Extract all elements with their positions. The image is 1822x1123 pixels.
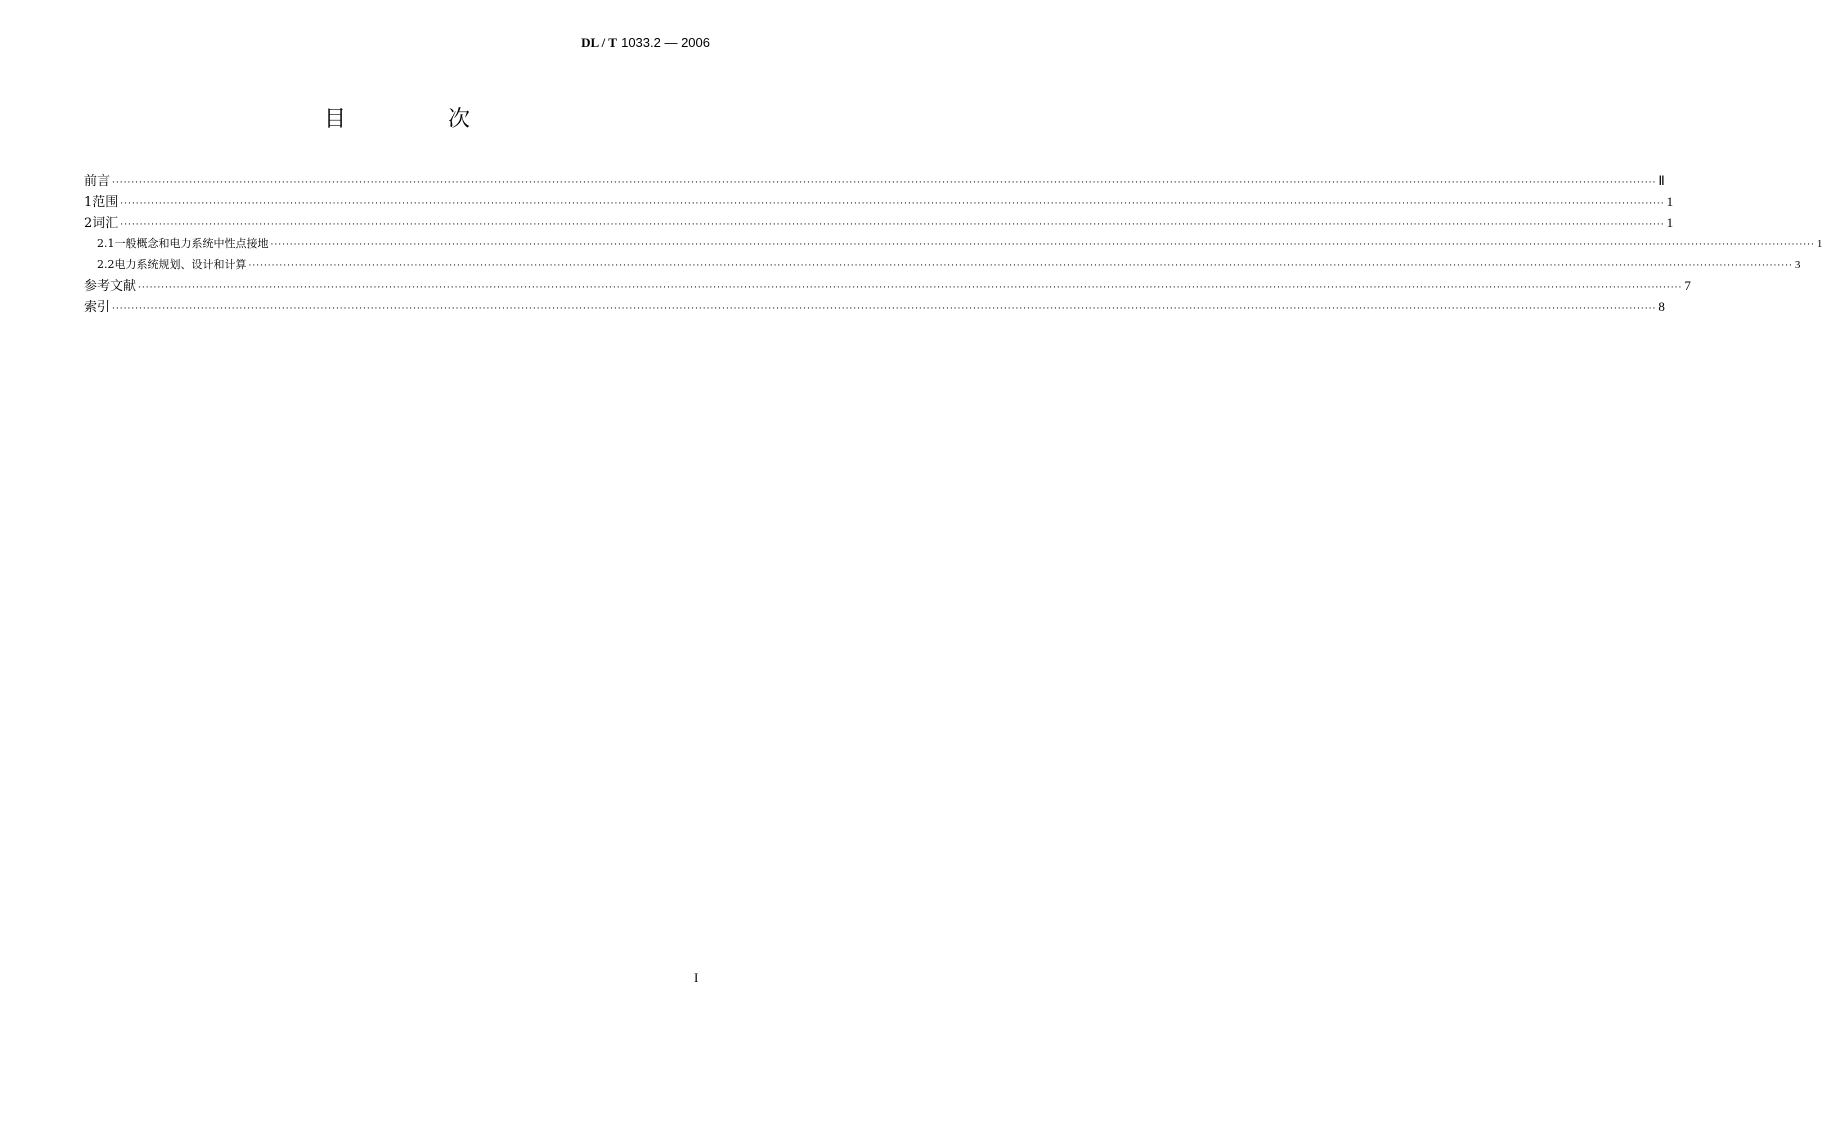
toc-entry-vocabulary[interactable] bbox=[84, 212, 1674, 233]
toc-entry-page: 1 bbox=[1816, 238, 1822, 250]
toc-leader-dots: ················································································································································································································································································································································································································ bbox=[112, 178, 1657, 188]
toc-entry-page: 8 bbox=[1658, 299, 1665, 314]
toc-leader-dots: ················································································································································································································································································································································································································ bbox=[112, 304, 1657, 314]
page-number: I bbox=[694, 970, 699, 985]
toc-entry-page: 1 bbox=[1666, 215, 1674, 230]
toc-entry-scope[interactable] bbox=[84, 191, 1674, 212]
table-of-contents bbox=[84, 170, 1822, 317]
standard-prefix: DL / T bbox=[581, 35, 617, 50]
toc-entry-title: 索引 bbox=[84, 300, 111, 315]
toc-entry-page: 7 bbox=[1684, 278, 1691, 293]
standard-number: 1033.2 — 2006 bbox=[621, 35, 710, 50]
toc-leader-dots: ················································································································································································································································································································································································································ bbox=[120, 220, 1665, 230]
toc-entry-title: 电力系统规划、设计和计算 bbox=[114, 258, 247, 271]
toc-entry-general-concepts[interactable] bbox=[84, 233, 1822, 254]
toc-leader-dots: ················································································································································································································································································································································································································ bbox=[248, 261, 1793, 271]
toc-entry-index[interactable] bbox=[84, 296, 1665, 317]
toc-entry-number: 2.2 bbox=[97, 258, 115, 271]
toc-entry-preface[interactable] bbox=[84, 170, 1665, 191]
toc-entry-page: Ⅱ bbox=[1658, 173, 1665, 188]
toc-entry-page: 1 bbox=[1666, 194, 1674, 209]
toc-entry-title: 词汇 bbox=[92, 216, 119, 231]
toc-entry-title: 参考文献 bbox=[84, 279, 137, 294]
toc-entry-number: 2.1 bbox=[97, 237, 115, 250]
toc-leader-dots: ················································································································································································································································································································································································································ bbox=[270, 240, 1815, 250]
toc-entry-references[interactable] bbox=[84, 275, 1691, 296]
toc-entry-title: 前言 bbox=[84, 174, 111, 189]
page-title: 目 次 bbox=[323, 107, 510, 132]
toc-entry-title: 一般概念和电力系统中性点接地 bbox=[114, 237, 269, 250]
toc-entry-page: 3 bbox=[1794, 259, 1801, 271]
standard-code bbox=[581, 35, 710, 51]
toc-leader-dots: ················································································································································································································································································································································································································ bbox=[138, 283, 1683, 293]
toc-entry-title: 范围 bbox=[92, 195, 119, 210]
toc-entry-number: 1 bbox=[84, 195, 93, 210]
toc-entry-planning-design[interactable] bbox=[84, 254, 1801, 275]
toc-leader-dots: ················································································································································································································································································································································································································ bbox=[120, 199, 1665, 209]
toc-entry-number: 2 bbox=[84, 216, 93, 231]
